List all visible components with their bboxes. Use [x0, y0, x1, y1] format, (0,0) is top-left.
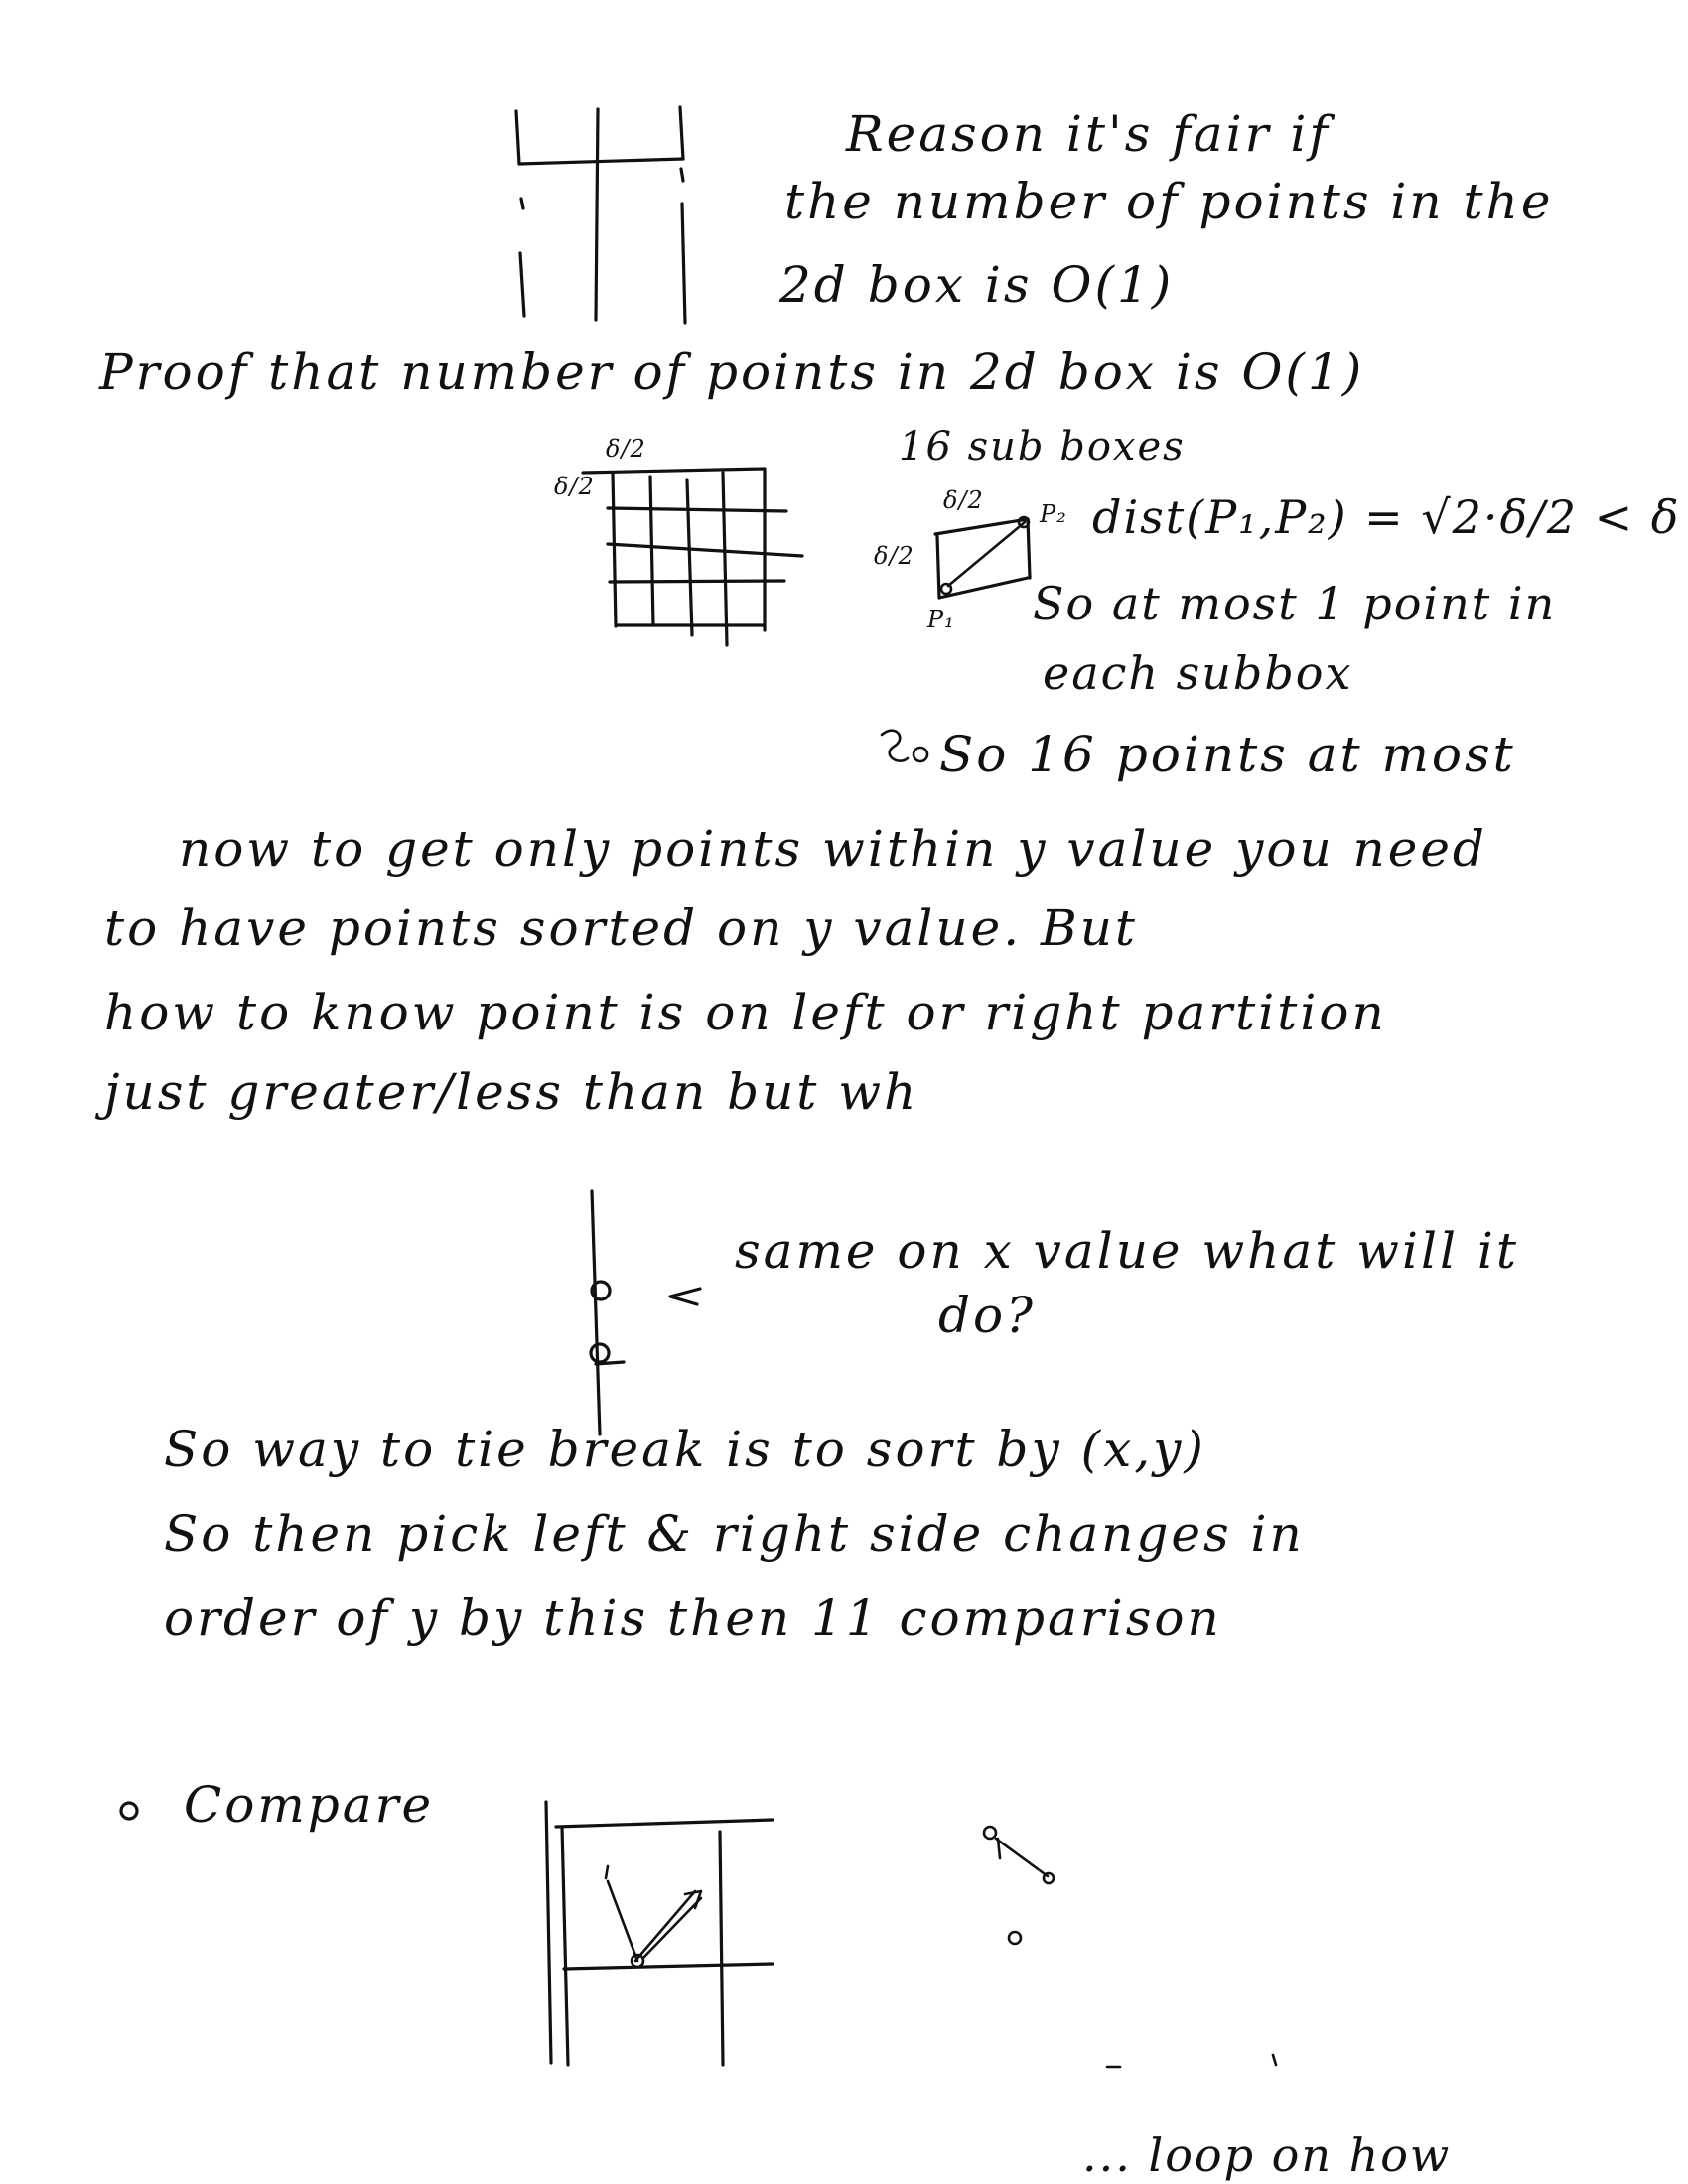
sort-line-3: order of y by this then 11 comparison — [164, 1589, 1222, 1647]
paragraph-line-4: just greater/less than but wh — [104, 1063, 919, 1121]
paragraph-line-2: to have points sorted on y value. But — [104, 899, 1139, 957]
subbox-half-delta-top: δ/2 — [943, 486, 984, 514]
sort-line-1: So way to tie break is to sort by (x,y) — [164, 1421, 1206, 1478]
same-x-diagram — [591, 1191, 700, 1434]
scribble-mark — [882, 731, 927, 761]
single-subbox — [935, 517, 1030, 598]
compare-box-diagram — [546, 1802, 773, 2065]
subbox-half-delta-left: δ/2 — [874, 542, 914, 570]
p1-label: P₁ — [927, 606, 955, 633]
sort-line-2: So then pick left & right side changes in — [164, 1505, 1305, 1563]
reason-line-1: Reason it's fair if — [846, 105, 1331, 163]
strip-diagram — [516, 107, 685, 323]
same-x-line-1: same on x value what will it — [735, 1222, 1519, 1280]
grid-half-delta-top: δ/2 — [606, 435, 646, 463]
distance-formula: dist(P₁,P₂) = √2·δ/2 < δ — [1092, 490, 1681, 544]
paragraph-line-3: how to know point is on left or right partition — [104, 984, 1387, 1041]
proof-title: Proof that number of points in 2d box is O(1) — [99, 343, 1365, 401]
at-most-line-1: So at most 1 point in — [1033, 577, 1557, 630]
compare-bullet — [121, 1803, 137, 1819]
at-most-line-2: each subbox — [1043, 646, 1353, 700]
p2-label: P₂ — [1040, 500, 1067, 528]
reason-line-2: the number of points in the — [784, 173, 1554, 230]
sub-boxes-label: 16 sub boxes — [899, 424, 1186, 470]
subbox-grid — [583, 469, 802, 645]
grid-half-delta-left: δ/2 — [554, 473, 595, 500]
point-arrow-diagram — [984, 1827, 1054, 1944]
paragraph-line-1: now to get only points within y value you need — [179, 820, 1487, 878]
bottom-cut-text: ... loop on how — [1082, 2128, 1452, 2182]
compare-label: Compare — [184, 1776, 435, 1834]
total-points: So 16 points at most — [939, 726, 1516, 783]
reason-line-3: 2d box is O(1) — [779, 256, 1175, 314]
same-x-line-2: do? — [938, 1287, 1036, 1344]
bottom-cut-strokes — [1107, 2055, 1276, 2067]
